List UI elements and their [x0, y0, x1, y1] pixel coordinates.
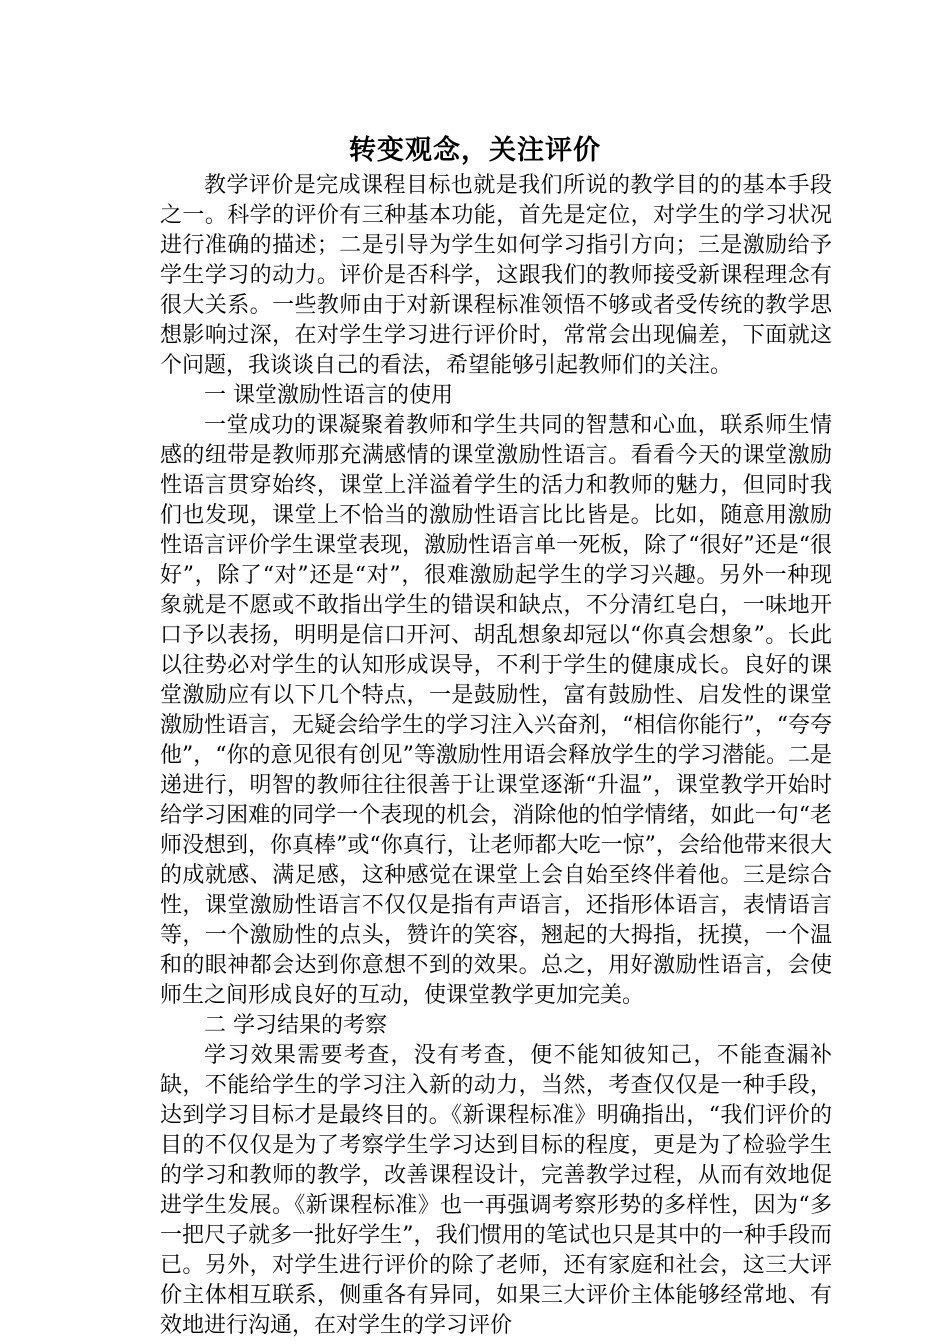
- intro-paragraph: 教学评价是完成课程目标也就是我们所说的教学目的的基本手段之一。科学的评价有三种基本功能，首先是定位，对学生的学习状况进行准确的描述；二是引导为学生如何学习指引方向；三是激励给予学生学习的动力。评价是否科学，这跟我们的教师接受新课程理念有很大关系。一些教师由于对新课程标准领悟不够或者受传统的教学思想影响过深，在对学生学习进行评价时，常常会出现偏差，下面就这个问题，我谈谈自己的看法，希望能够引起教师们的关注。: [160, 173, 832, 378]
- document-title: 转变观念，关注评价: [349, 135, 601, 166]
- section-1-paragraph: 一堂成功的课凝聚着教师和学生共同的智慧和心血，联系师生情感的纽带是教师那充满感情的课堂激励性语言。看看今天的课堂激励性语言贯穿始终，课堂上洋溢着学生的活力和教师的魅力，但同时我们也发现，课堂上不恰当的激励性语言比比皆是。比如，随意用激励性语言评价学生课堂表现，激励性语言单一死板，除了“很好”还是“很好”，除了“对”还是“对”，很难激励起学生的学习兴趣。另外一种现象就是不愿或不敢指出学生的错误和缺点，不分清红皂白，一味地开口予以表扬，明明是信口开河、胡乱想象却冠以“你真会想象”。长此以往势必对学生的认知形成误导，不利于学生的健康成长。良好的课堂激励应有以下几个特点，一是鼓励性，富有鼓励性、启发性的课堂激励性语言，无疑会给学生的学习注入兴奋剂，“相信你能行”，“夸夸他”，“你的意见很有创见”等激励性用语会释放学生的学习潜能。二是递进行，明智的教师往往很善于让课堂逐渐“升温”，课堂教学开始时给学习困难的同学一个表现的机会，消除他的怕学情绪，如此一句“老师没想到，你真棒”或“你真行，让老师都大吃一惊”，会给他带来很大的成就感、满足感，这种感觉在课堂上会自始至终伴着他。三是综合性，课堂激励性语言不仅仅是指有声语言，还指形体语言，表情语言等，一个激励性的点头，赞许的笑容，翘起的大拇指，抚摸，一个温和的眼神都会达到你意想不到的效果。总之，用好激励性语言，会使师生之间形成良好的互动，使课堂教学更加完美。: [160, 413, 832, 1008]
- document-body: [160, 171, 832, 1341]
- section-2-paragraph: 学习效果需要考查，没有考查，便不能知彼知己，不能查漏补缺，不能给学生的学习注入新的动力，当然，考查仅仅是一种手段，达到学习目标才是最终目的。《新课程标准》明确指出，“我们评价的目的不仅仅是为了考察学生学习达到目标的程度，更是为了检验学生的学习和教师的教学，改善课程设计，完善教学过程，从而有效地促进学生发展。《新课程标准》也一再强调考察形势的多样性，因为“多一把尺子就多一批好学生”，我们惯用的笔试也只是其中的一种手段而已。另外，对学生进行评价的除了老师，还有家庭和社会，这三大评价主体相互联系，侧重各有异同，如果三大评价主体能够经常地、有效地进行沟通，在对学生的学习评价: [160, 1043, 832, 1338]
- section-heading-1: 一 课堂激励性语言的使用: [204, 383, 453, 408]
- section-heading-2: 二 学习结果的考察: [204, 1013, 387, 1038]
